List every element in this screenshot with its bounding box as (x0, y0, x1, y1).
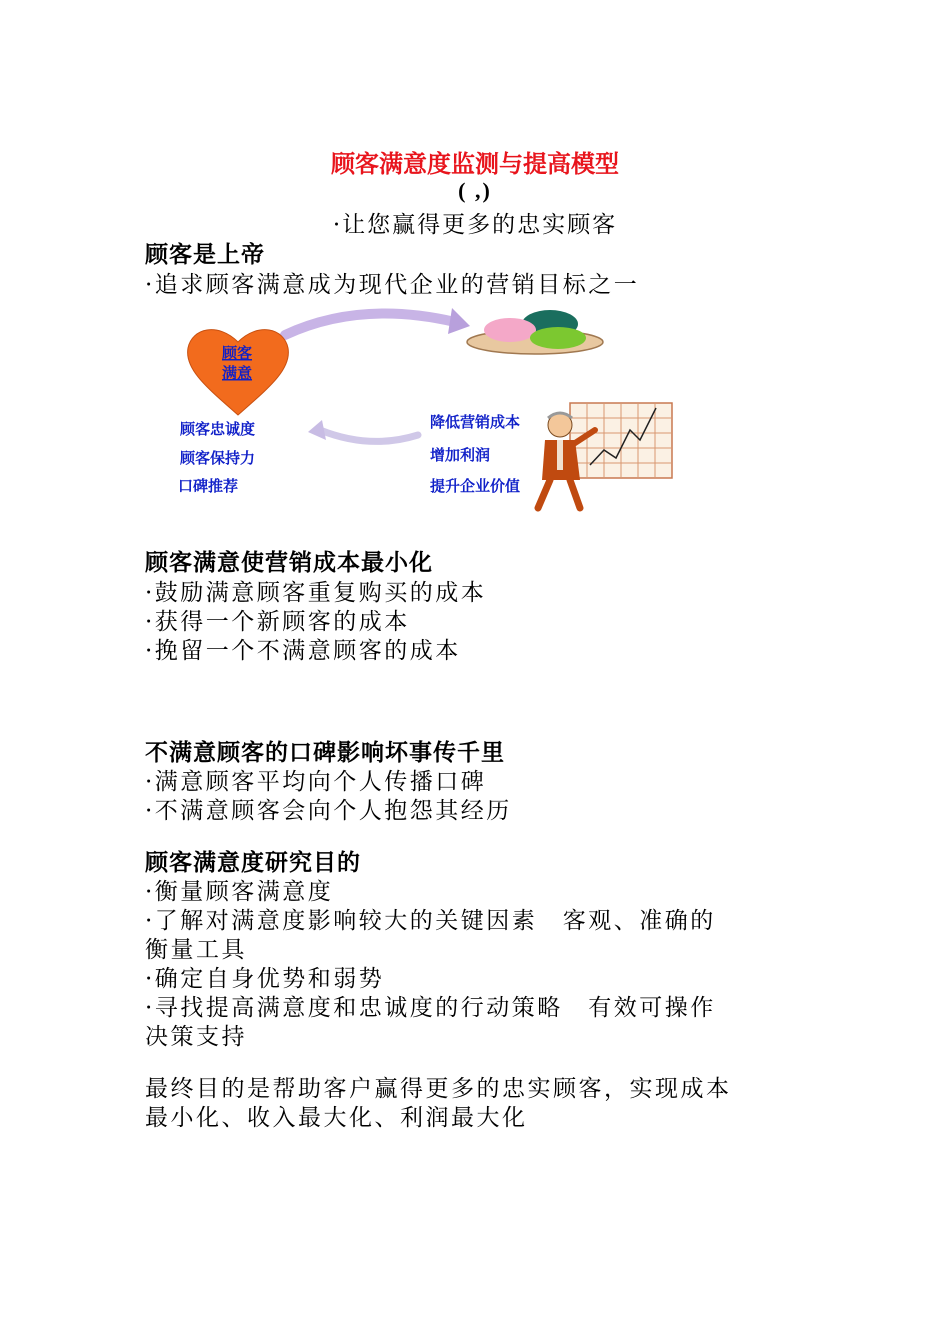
bottom-arc-arrowhead (308, 420, 326, 440)
heart-label: 满意 (222, 364, 253, 382)
bullet-line: ·寻找提高满意度和忠诚度的行动策略 有效可操作 (145, 995, 716, 1021)
bullet-line: ·不满意顾客会向个人抱怨其经历 (145, 798, 512, 824)
blob-green (530, 327, 586, 349)
section-heading: 顾客是上帝 (145, 242, 265, 268)
document-title: 顾客满意度监测与提高模型 (331, 150, 619, 178)
right-item: 提升企业价值 (430, 477, 521, 495)
top-arc-arrowhead (448, 308, 470, 334)
conclusion-line: 最终目的是帮助客户赢得更多的忠实顾客，实现成本 (145, 1076, 732, 1102)
bottom-arc-arrow (320, 430, 418, 441)
section-heading: 顾客满意度研究目的 (145, 850, 361, 876)
bullet-line: ·获得一个新顾客的成本 (145, 609, 410, 635)
bullet-line: ·鼓励满意顾客重复购买的成本 (145, 580, 487, 606)
right-item: 降低营销成本 (430, 413, 521, 431)
blob-pink (484, 318, 536, 342)
bullet-line: 决策支持 (145, 1024, 247, 1050)
satisfaction-cycle-diagram (170, 300, 690, 520)
right-item: 增加利润 (430, 446, 491, 464)
bullet-line: 衡量工具 (145, 937, 247, 963)
document-subtitle: ·让您赢得更多的忠实顾客 (332, 212, 618, 238)
bullet-line: ·衡量顾客满意度 (145, 879, 334, 905)
bullet-line: ·了解对满意度影响较大的关键因素 客观、准确的 (145, 908, 716, 934)
heart-label: 顾客 (222, 344, 253, 362)
bullet-line: ·追求顾客满意成为现代企业的营销目标之一 (145, 272, 640, 298)
left-item: 口碑推荐 (178, 477, 239, 495)
bullet-line: ·确定自身优势和弱势 (145, 966, 385, 992)
left-item: 顾客保持力 (180, 449, 256, 467)
top-arc-arrow (285, 314, 455, 335)
growth-chart-board (570, 403, 672, 478)
title-parenthetical: ( ,) (458, 178, 492, 203)
section-heading: 不满意顾客的口碑影响坏事传千里 (145, 740, 505, 766)
section-heading: 顾客满意使营销成本最小化 (145, 550, 433, 576)
bullet-line: ·满意顾客平均向个人传播口碑 (145, 769, 487, 795)
conclusion-line: 最小化、收入最大化、利润最大化 (145, 1105, 528, 1131)
bullet-line: ·挽留一个不满意顾客的成本 (145, 638, 461, 664)
left-item: 顾客忠诚度 (180, 420, 256, 438)
